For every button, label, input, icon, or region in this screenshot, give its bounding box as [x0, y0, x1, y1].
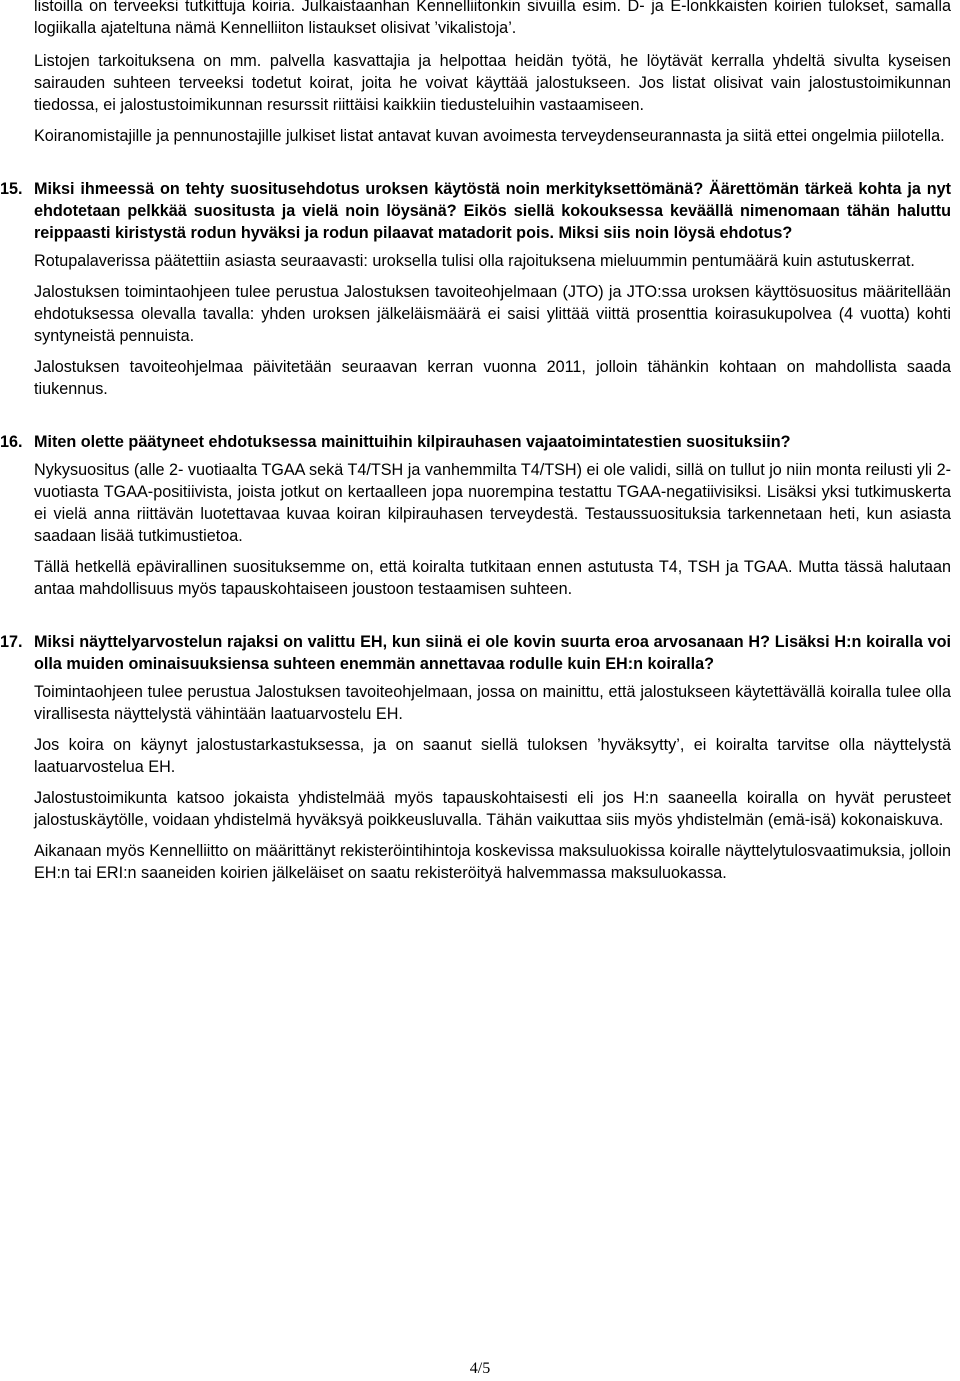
answer-17-2: Jos koira on käynyt jalostustarkastuksessa, ja on saanut siellä tuloksen ’hyväksytty’, ei koiralta tarvitse olla näyttelystä laatuarvostelua EH.: [34, 736, 951, 776]
question-text: Miten olette päätyneet ehdotuksessa mainittuihin kilpirauhasen vajaatoimintatestien suosituksiin?: [34, 433, 791, 451]
answer-17-3: Jalostustoimikunta katsoo jokaista yhdistelmää myös tapauskohtaisesti eli jos H:n saaneella koiralla on hyvät perusteet jalostuskäytölle, voidaan yhdistelmä hyväksyä poikkeusluvalla. Tähän vaikuttaa siis myös yhdistelmän (emä-isä) kokonaiskuva.: [34, 789, 951, 829]
question-text: Miksi näyttelyarvostelun rajaksi on valittu EH, kun siinä ei ole kovin suurta eroa arvosanaan H? Lisäksi H:n koiralla voi olla muiden ominaisuuksiensa suhteen enemmän annettavaa rodulle kuin EH:n koiralla?: [34, 633, 951, 673]
question-number: 15.: [0, 180, 23, 198]
paragraph-listojen: Listojen tarkoituksena on mm. palvella kasvattajia ja helpottaa heidän työtä, he löytävät kerralla yhdeltä sivulta kyseisen sairauden suhteen terveeksi todetut koirat, joita he voivat käyttää jalostukseen. Jos listat olisivat vain jalostustoimikunnan tiedossa, ei jalostustoimikunnan resurssit riittäisi kaikkiin tiedusteluihin vastaamiseen.: [34, 52, 951, 114]
paragraph-top: listoilla on terveeksi tutkittuja koiria. Julkaistaanhan Kennelliitonkin sivuilla esim. D- ja E-lonkkaisten koirien tulokset, samalla logiikalla ajateltuna nämä Kennelliiton listaukset olisivat ’vikalistoja’.: [34, 0, 951, 37]
answer-15-2: Jalostuksen toimintaohjeen tulee perustua Jalostuksen tavoiteohjelmaan (JTO) ja JTO:ssa uroksen käyttösuositus määritellään ehdotuksessa olevalla tavalla: yhden uroksen jälkeläismäärä ei saisi ylittää viittä prosenttia koirasukupolvea (4 vuotta) kohti syntyneistä pennuista.: [34, 283, 951, 345]
answer-16-1: Nykysuositus (alle 2- vuotiaalta TGAA sekä T4/TSH ja vanhemmilta T4/TSH) ei ole validi, sillä on tullut jo niin monta reilusti yli 2-vuotiasta TGAA-positiivista, joista jotkut on kertaalleen jopa nuorempina testattu TGAA-negatiivisiksi. Lisäksi yksi tutkimuskerta ei vielä anna riittävän luotettavaa kuvaa koiran kilpirauhasen terveydestä. Testaussuosituksia tarkennetaan heti, kun asiasta saadaan lisää tutkimustietoa.: [34, 461, 951, 545]
question-15: [0, 178, 951, 244]
question-text: Miksi ihmeessä on tehty suositusehdotus uroksen käytöstä noin merkityksettömänä? Äärettömän tärkeä kohta ja nyt ehdotetaan pelkkää suositusta ja vielä noin löysänä? Eikös siellä kokouksessa keväällä nimenomaan tähän haluttu reippaasti kiristystä rodun hyväksi ja rodun pilaavat matadorit pois. Miksi siis noin löysä ehdotus?: [34, 180, 951, 242]
question-number: 16.: [0, 433, 23, 451]
answer-16-2: Tällä hetkellä epävirallinen suosituksemme on, että koiralta tutkitaan ennen astutusta T4, TSH ja TGAA. Mutta tässä halutaan antaa mahdollisuus myös tapauskohtaiseen joustoon testaamisen suhteen.: [34, 558, 951, 598]
question-number: 17.: [0, 633, 23, 651]
answer-15-1: Rotupalaverissa päätettiin asiasta seuraavasti: uroksella tulisi olla rajoituksena mieluummin pentumäärä kuin astutuskerrat.: [34, 252, 915, 270]
answer-17-1: Toimintaohjeen tulee perustua Jalostuksen tavoiteohjelmaan, jossa on mainittu, että jalostukseen käytettävällä koiralla tulee olla virallisesta näyttelystä vähintään laatuarvostelu EH.: [34, 683, 951, 723]
question-16: [0, 431, 951, 453]
page-number: 4/5: [469, 1360, 491, 1377]
answer-15-3: Jalostuksen tavoiteohjelmaa päivitetään seuraavan kerran vuonna 2011, jolloin tähänkin kohtaan on mahdollista saada tiukennus.: [34, 358, 951, 398]
question-17: [0, 631, 951, 675]
paragraph-koiranomistajille: Koiranomistajille ja pennunostajille julkiset listat antavat kuvan avoimesta terveydenseurannasta ja siitä ettei ongelmia piilotella.: [34, 127, 945, 145]
answer-17-4: Aikanaan myös Kennelliitto on määrittänyt rekisteröintihintoja koskevissa maksuluokissa koiralle näyttelytulosvaatimuksia, jolloin EH:n tai ERI:n saaneiden koirien jälkeläiset on saatu rekisteröityä halvemmassa maksuluokassa.: [34, 842, 951, 882]
